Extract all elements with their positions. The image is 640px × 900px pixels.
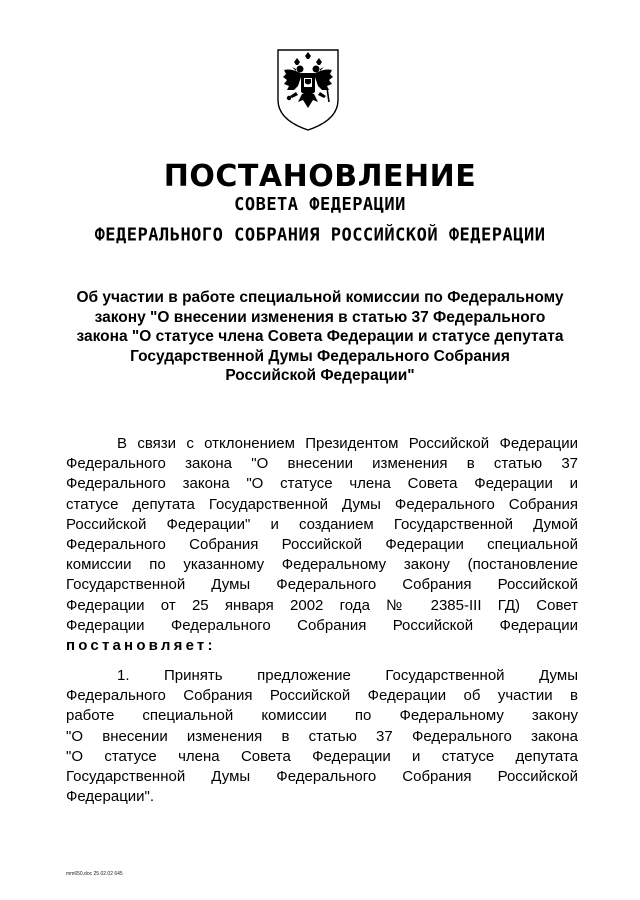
subject-line: Государственной Думы Федерального Собрания (130, 347, 510, 365)
paragraph-line: В связи с отклонением Президентом Российской Федерации (117, 435, 578, 452)
decree-word: постановляет: (66, 637, 216, 655)
paragraph-line: Российской Федерации" и созданием Государственной Думой (66, 515, 578, 533)
paragraph-line: Федерации от 25 января 2002 года № 2385-III ГД) Совет (66, 596, 578, 614)
paragraph-line: Федерального Собрания Российской Федерации специальной (66, 536, 578, 554)
subject-line: Российской Федерации" (225, 367, 415, 384)
paragraph-line: "О внесении изменения в статью 37 Федерального закона (66, 727, 578, 745)
file-reference-footer: mm650.doc 25.02.02 645 (66, 871, 123, 877)
paragraph-line: Федерации Федерального Собрания Российской Федерации (66, 616, 578, 634)
subject-line: Об участии в работе специальной комиссии по Федеральному (76, 289, 564, 306)
document-subtitle-council: СОВЕТА ФЕДЕРАЦИИ (234, 194, 406, 216)
paragraph-line: Федерального Собрания Российской Федерации об участии в (66, 687, 578, 705)
paragraph-line: Федерального закона "О внесении изменения в статью 37 (66, 455, 578, 473)
paragraph-line: статусе депутата Государственной Думы Федерального Собрания (66, 495, 578, 513)
paragraph-line: комиссии по указанному Федеральному закону (постановление (66, 556, 578, 574)
paragraph-line: работе специальной комиссии по Федеральному закону (66, 707, 578, 725)
paragraph-line: Государственной Думы Федерального Собрания Российской (66, 768, 578, 786)
document-subtitle-assembly: ФЕДЕРАЛЬНОГО СОБРАНИЯ РОССИЙСКОЙ ФЕДЕРАЦИИ (94, 224, 546, 246)
document-subject (60, 288, 580, 386)
double-headed-eagle-emblem-icon (272, 42, 344, 132)
document-title: ПОСТАНОВЛЕНИЕ (163, 159, 477, 194)
paragraph-line: Государственной Думы Федерального Собрания Российской (66, 576, 578, 594)
subject-line: закону "О внесении изменения в статью 37 Федерального (94, 308, 546, 326)
paragraph-line: "О статусе члена Совета Федерации и статусе депутата (66, 747, 578, 765)
paragraph-line: Федерации". (66, 788, 155, 806)
paragraph-line: Федерального закона "О статусе члена Совета Федерации и (66, 475, 578, 493)
subject-line: закона "О статусе члена Совета Федерации и статусе депутата (76, 328, 564, 345)
preamble-paragraph (66, 434, 578, 656)
paragraph-line: 1. Принять предложение Государственной Думы (117, 667, 578, 684)
resolution-item-1 (66, 666, 578, 807)
